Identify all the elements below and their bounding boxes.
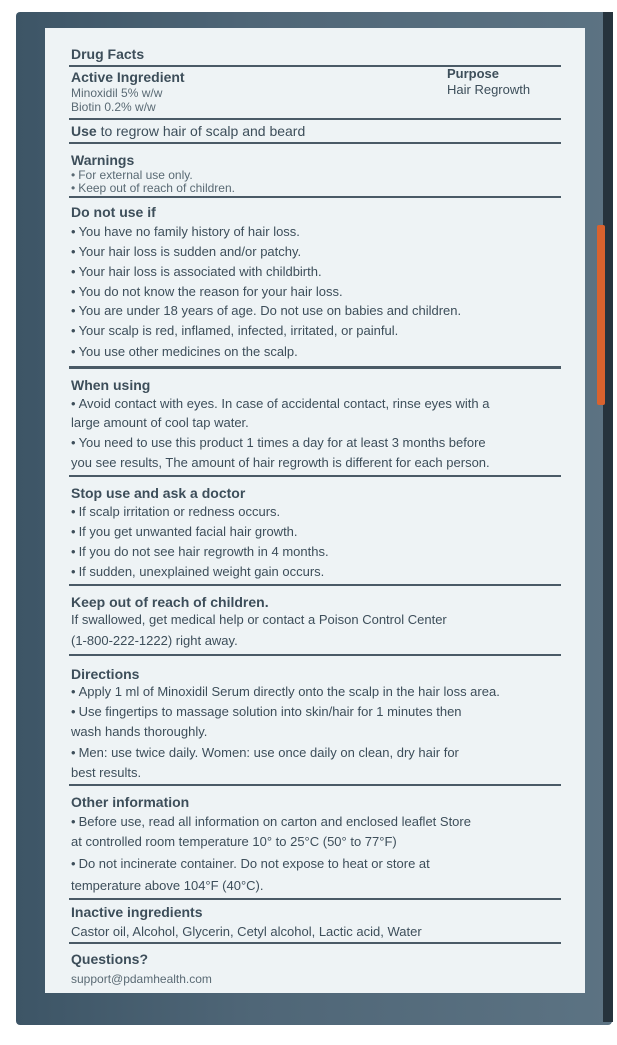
drug-facts-title: Drug Facts <box>71 46 145 62</box>
other-information-line: • Do not incinerate container. Do not expose to heat or store at <box>71 856 430 872</box>
inactive-ingredients-heading: Inactive ingredients <box>71 904 203 920</box>
other-information-heading: Other information <box>71 794 190 810</box>
active-ingredient-biotin: Biotin 0.2% w/w <box>71 100 156 114</box>
stop-use-item: • If scalp irritation or redness occurs. <box>71 504 280 520</box>
directions-line: wash hands thoroughly. <box>71 724 208 739</box>
questions-heading: Questions? <box>71 951 149 967</box>
divider <box>69 118 561 120</box>
use-text: to regrow hair of scalp and beard <box>100 123 306 139</box>
active-ingredient-minoxidil: Minoxidil 5% w/w <box>71 86 163 100</box>
when-using-line: you see results, The amount of hair regrowth is different for each person. <box>71 455 490 470</box>
other-information-line: at controlled room temperature 10° to 25°C (50° to 77°F) <box>71 834 397 849</box>
purpose-heading: Purpose <box>447 66 500 81</box>
divider <box>69 475 561 477</box>
box-side-edge <box>603 12 613 1022</box>
when-using-heading: When using <box>71 377 151 393</box>
directions-line: best results. <box>71 765 142 780</box>
divider <box>69 584 561 586</box>
when-using-line: • You need to use this product 1 times a day for at least 3 months before <box>71 435 486 451</box>
warning-item: • Keep out of reach of children. <box>71 180 235 196</box>
keep-out-line: (1-800-222-1222) right away. <box>71 633 238 648</box>
when-using-line: large amount of cool tap water. <box>71 415 249 430</box>
do-not-use-item: • Your hair loss is sudden and/or patchy. <box>71 244 301 260</box>
stop-use-item: • If you do not see hair regrowth in 4 months. <box>71 544 329 560</box>
warning-item: • For external use only. <box>71 167 193 183</box>
divider <box>69 784 561 786</box>
stop-use-item: • If sudden, unexplained weight gain occurs. <box>71 564 324 580</box>
keep-out-line: If swallowed, get medical help or contact a Poison Control Center <box>71 612 447 627</box>
divider <box>69 142 561 144</box>
do-not-use-item: • You use other medicines on the scalp. <box>71 344 298 360</box>
drug-facts-panel <box>45 28 585 993</box>
do-not-use-item: • You have no family history of hair loss. <box>71 224 300 240</box>
use-line <box>71 123 305 139</box>
stop-use-heading: Stop use and ask a doctor <box>71 485 246 501</box>
when-using-line: • Avoid contact with eyes. In case of accidental contact, rinse eyes with a <box>71 396 489 412</box>
directions-line: • Apply 1 ml of Minoxidil Serum directly onto the scalp in the hair loss area. <box>71 684 500 700</box>
inactive-ingredients-text: Castor oil, Alcohol, Glycerin, Cetyl alcohol, Lactic acid, Water <box>71 924 422 939</box>
divider <box>69 366 561 369</box>
other-information-line: • Before use, read all information on carton and enclosed leaflet Store <box>71 814 471 830</box>
keep-out-heading: Keep out of reach of children. <box>71 594 269 610</box>
purpose-text: Hair Regrowth <box>447 82 531 97</box>
do-not-use-item: • You do not know the reason for your hair loss. <box>71 284 343 300</box>
warnings-heading: Warnings <box>71 152 135 168</box>
active-ingredient-heading: Active Ingredient <box>71 69 185 85</box>
divider <box>69 654 561 656</box>
divider <box>69 196 561 198</box>
other-information-line: temperature above 104°F (40°C). <box>71 878 264 893</box>
use-heading: Use <box>71 123 97 139</box>
divider <box>69 898 561 900</box>
directions-heading: Directions <box>71 666 140 682</box>
directions-line: • Men: use twice daily. Women: use once daily on clean, dry hair for <box>71 745 459 761</box>
do-not-use-item: • Your scalp is red, inflamed, infected, irritated, or painful. <box>71 323 398 339</box>
do-not-use-item: • Your hair loss is associated with childbirth. <box>71 264 322 280</box>
do-not-use-heading: Do not use if <box>71 204 156 220</box>
stop-use-item: • If you get unwanted facial hair growth. <box>71 524 298 540</box>
orange-side-stripe <box>597 225 605 405</box>
questions-email: support@pdamhealth.com <box>71 972 212 986</box>
directions-line: • Use fingertips to massage solution into skin/hair for 1 minutes then <box>71 704 462 720</box>
divider <box>69 942 561 944</box>
do-not-use-item: • You are under 18 years of age. Do not use on babies and children. <box>71 303 461 319</box>
